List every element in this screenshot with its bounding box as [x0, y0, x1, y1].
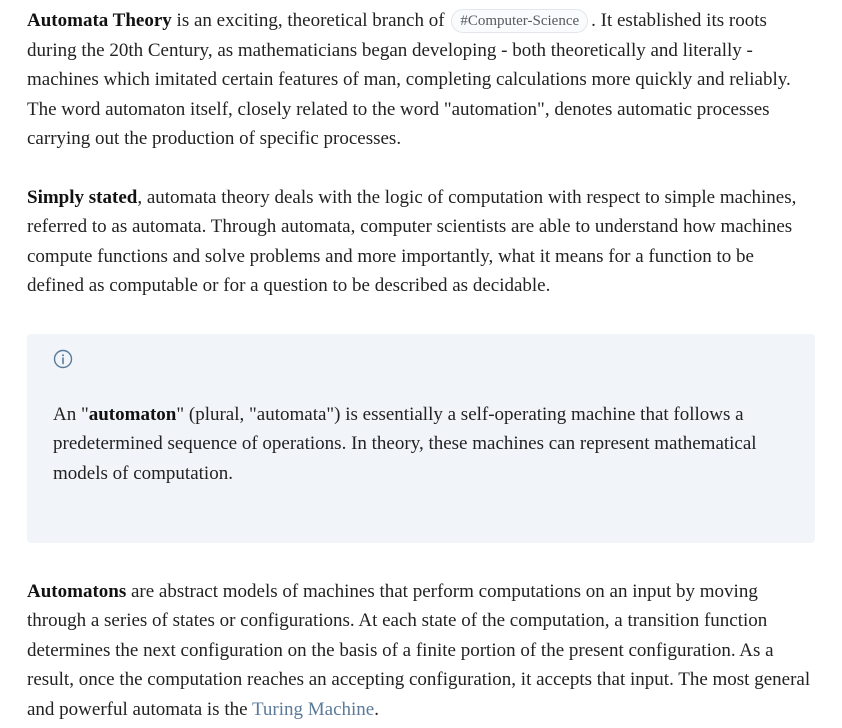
turing-machine-link[interactable]: Turing Machine [251, 698, 375, 720]
callout-text-b: " (plural, "automata") is essentially a self-operating machine that follows a predetermined sequence of operations. In theory, these machines can represent mathematical models of computation. [53, 403, 757, 484]
intro-paragraph [27, 6, 815, 154]
simply-stated-term: Simply stated [27, 186, 138, 208]
intro-text-b: . It established its roots during the 20th Century, as mathematicians began developing - both theoretically and literally - machines which imitated certain features of man, completing calculations more quickly and reliably. The word automaton itself, closely related to the word "automation", denotes automatic processes carrying out the production of specific processes. [27, 10, 791, 149]
automatons-text-a: are abstract models of machines that perform computations on an input by moving through a series of states or configurations. At each state of the computation, a transition function determines the next configuration on the basis of a finite portion of the present configuration. As a result, once the computation reaches an accepting configuration, it accepts that input. The most general and powerful automata is the [27, 580, 811, 720]
automaton-term: automaton [88, 403, 177, 425]
intro-text-a: is an exciting, theoretical branch of [171, 10, 450, 31]
callout-text-a: An " [53, 403, 89, 425]
simply-stated-text: , automata theory deals with the logic of computation with respect to simple machines, referred to as automata. Through automata, computer scientists are able to understand how machines compute functions and solve problems and more importantly, what it means for a function to be defined as computable or for a question to be described as decidable. [27, 186, 797, 296]
info-callout [27, 334, 815, 543]
automatons-paragraph [27, 577, 815, 725]
automata-theory-term: Automata Theory [27, 10, 172, 31]
callout-text [53, 400, 789, 489]
simply-stated-paragraph [27, 183, 815, 301]
info-icon [53, 349, 73, 369]
automatons-term: Automatons [27, 580, 127, 602]
automatons-text-b: . [374, 698, 379, 720]
computer-science-tag[interactable]: #Computer-Science [451, 9, 588, 33]
